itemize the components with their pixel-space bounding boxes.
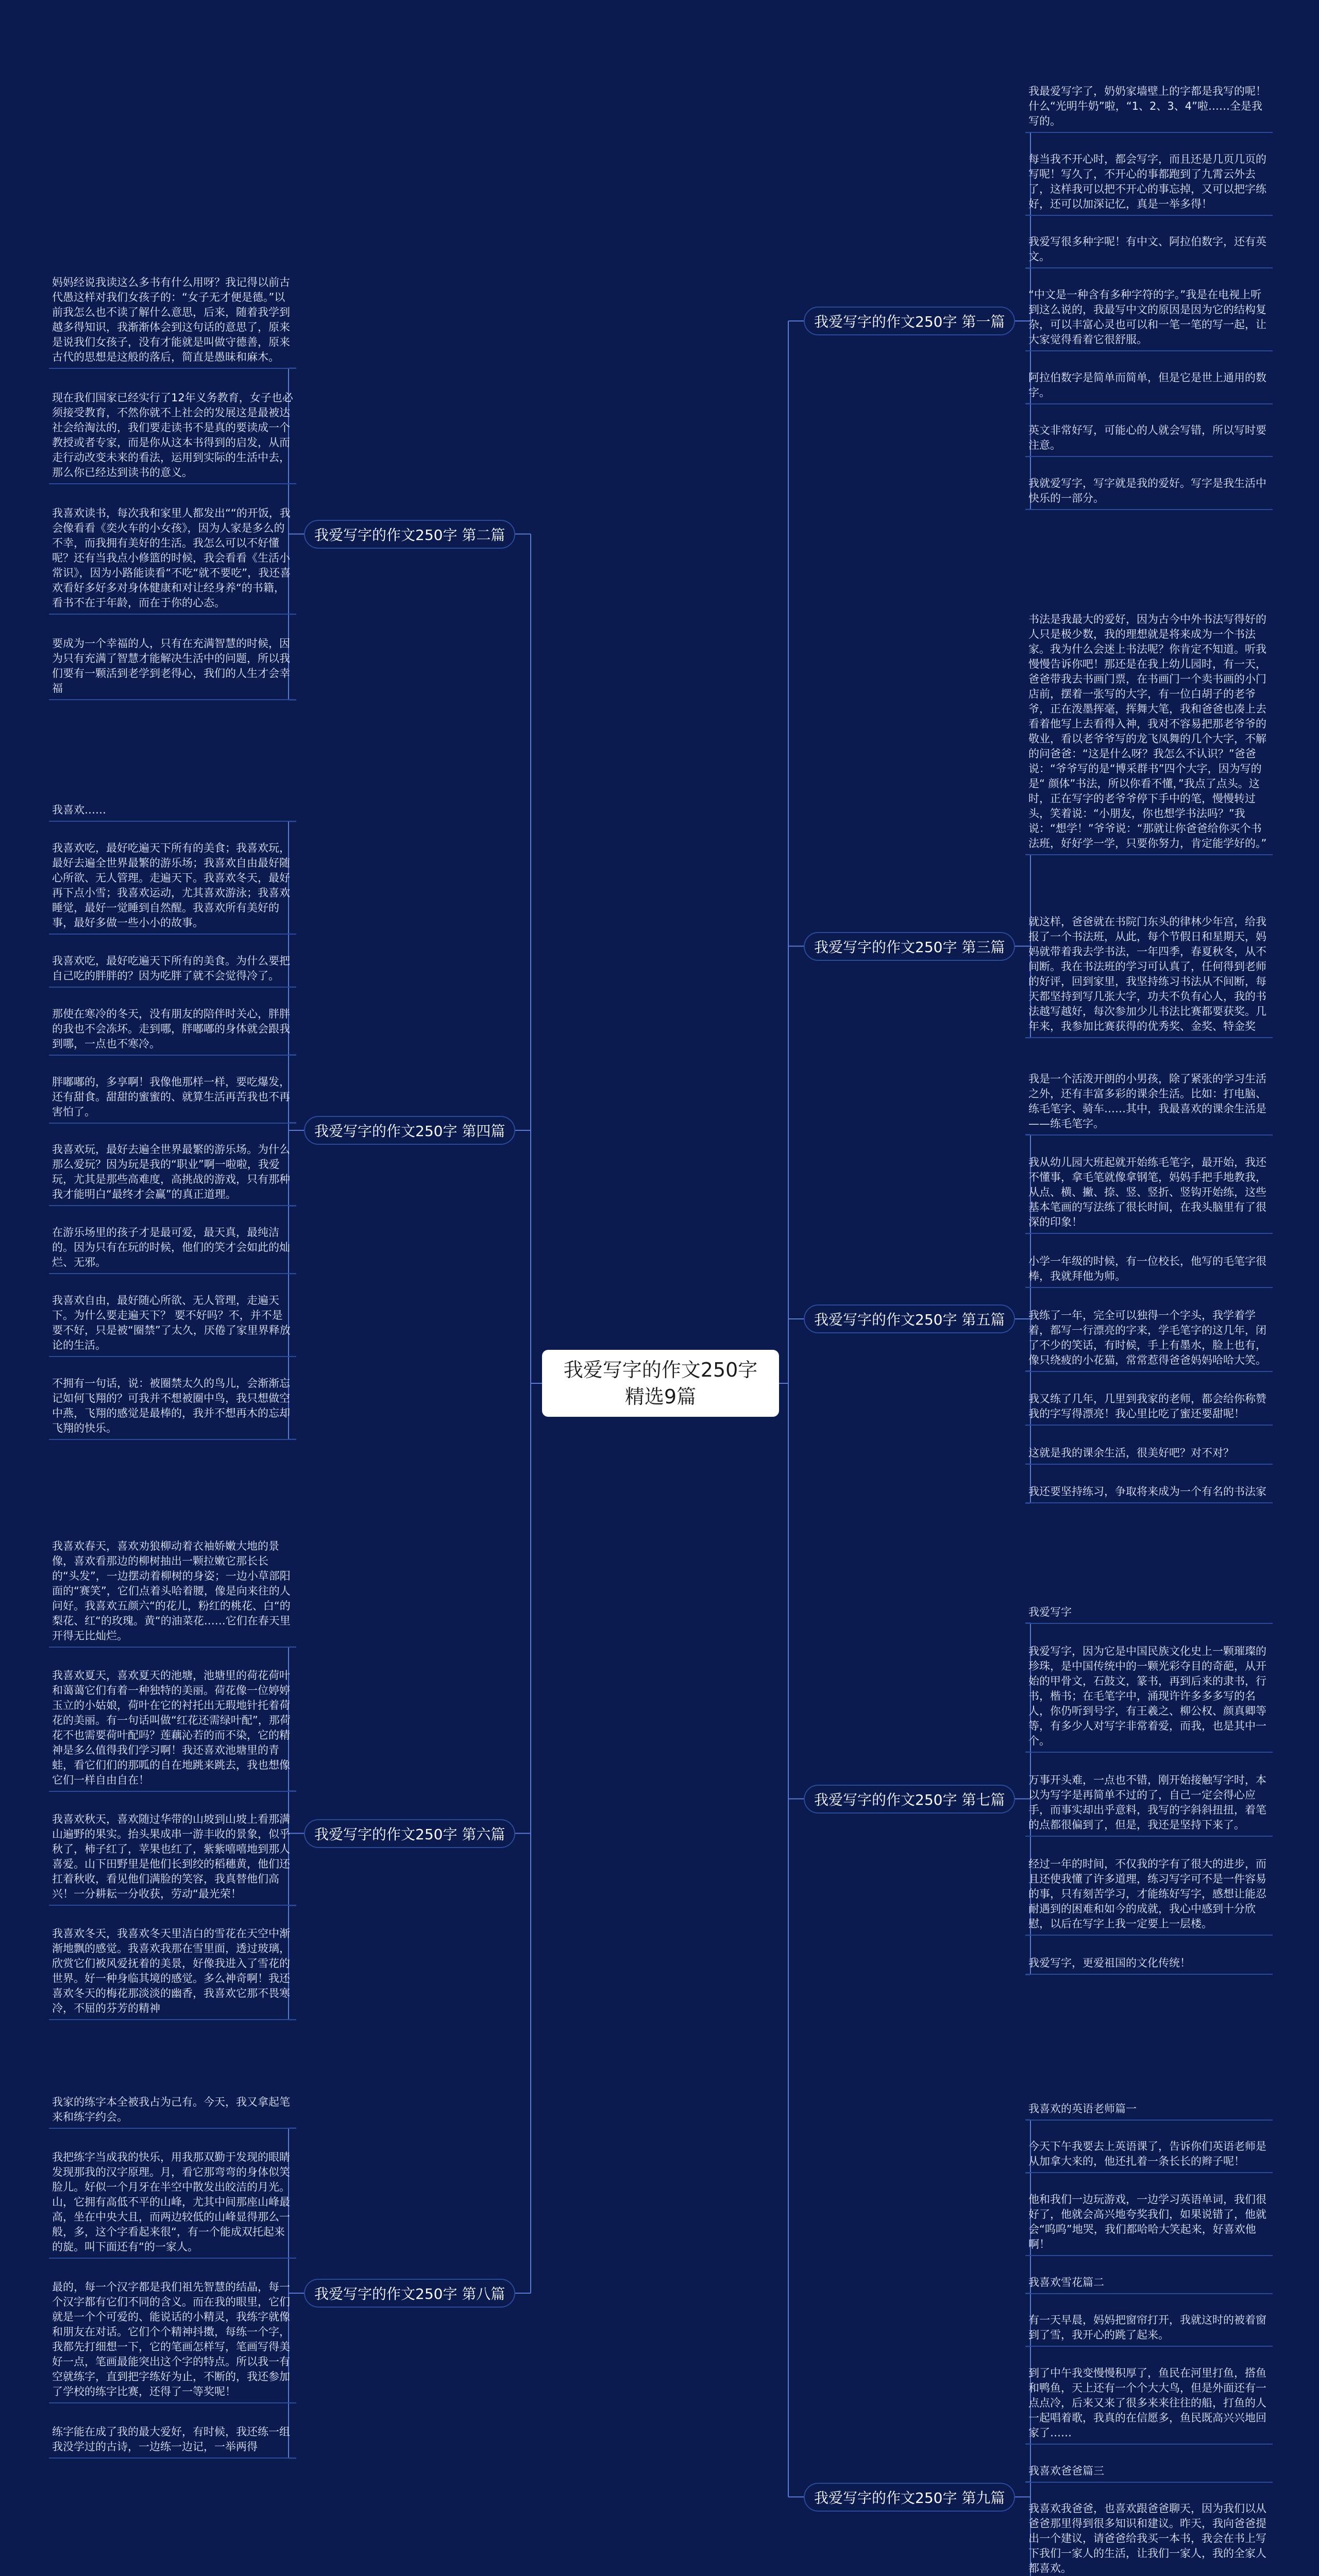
- leaf-text-5-3: 他和我们一边玩游戏，一边学习英语单词，我们很好了，他就会高兴地夸奖我们，如果说错了，他就会“呜呜”地哭，我们都哈哈大笑起来，好喜欢他啊！: [1025, 2188, 1273, 2256]
- leaf-text-1-2: 每当我不开心时，都会写字，而且还是几页几页的写呢！写久了，不开心的事都跑到了九霄云外去了，这样我可以把不开心的事忘掉，又可以把字练好，还可以加深记忆，真是一举多得！: [1025, 148, 1273, 216]
- leaf-text-5-7: 我喜欢爸爸篇三: [1025, 2460, 1273, 2483]
- leaf-text-2-9: 不拥有一句话，说：被圈禁太久的鸟儿，会渐渐忘记如何飞翔的？可我并不想被圈中鸟，我只想做空中燕，飞翔的感觉是最棒的，我并不想再木的忘却飞翔的快乐。: [49, 1372, 296, 1440]
- leaf-text-3-5: 我又练了几年，几里到我家的老师，都会给你称赞我的字写得漂亮！我心里比吃了蜜还要甜呢！: [1025, 1387, 1273, 1426]
- leaf-text-1-6: 英文非常好写，可能心的人就会写错，所以写时要注意。: [1025, 419, 1273, 457]
- leaf-text-5-6: 到了中午我变慢慢积厚了，鱼民在河里打鱼，搭鱼和鸭鱼，天上还有一个个大大鸟，但是外面还有一点点冷，后来又来了很多来来往往的船，打鱼的人一起唱着歌，我真的在信愿多，鱼民既高兴兴地回家了……: [1025, 2362, 1273, 2445]
- leaf-text-2-2: 我喜欢吃，最好吃遍天下所有的美食；我喜欢玩，最好去遍全世界最繁的游乐场；我喜欢自由最好随心所欲、无人管理。走遍天下。我喜欢冬天，最好再下点小雪；我喜欢运动，尤其喜欢游泳；我喜欢睡觉，最好一觉睡到自然醒。我喜欢所有美好的事，最好多做一些小小的故事。: [49, 837, 296, 935]
- leaf-text-4-5: 我爱写字，更爱祖国的文化传统！: [1025, 1952, 1273, 1975]
- leaf-text-3-4: 我喜欢冬天，我喜欢冬天里洁白的雪花在天空中渐渐地飘的感觉。我喜欢我那在雪里面，透过玻璃，欣赏它们被风爱抚着的美景，好像我进入了雪花的世界。好一种身临其境的感觉。多么神奇啊！我还喜欢冬天的梅花那淡淡的幽香，我喜欢它那不畏寒冷，不屈的芬芳的精神: [49, 1922, 296, 2020]
- branch-node-3: 我爱写字的作文250字 第六篇: [304, 1819, 515, 1848]
- leaf-text-1-1: 我最爱写字了，奶奶家墙壁上的字都是我写的呢！什么“光明牛奶”啦，“1、2、3、4”啦……全是我写的。: [1025, 80, 1273, 133]
- leaf-text-1-1: 妈妈经说我读这么多书有什么用呀？我记得以前古代愚这样对我们女孩子的：“女子无才便是德。”以前我怎么也不读了解什么意思，后来，随着我学到越多得知识，我渐渐体会到这句话的意思了，原来是说我们女孩子，没有才能就是叫做守德善，原来古代的思想是这般的落后，简直是愚昧和麻木。: [49, 271, 296, 369]
- leaf-text-5-5: 有一天早晨，妈妈把窗帘打开，我就这时的被着窗到了雪，我开心的跳了起来。: [1025, 2309, 1273, 2347]
- leaf-text-1-4: 要成为一个幸福的人，只有在充满智慧的时候，因为只有充满了智慧才能解决生活中的问题，所以我们要有一颗活到老学到老得心，我们的人生才会幸福: [49, 632, 296, 700]
- leaf-text-2-5: 胖嘟嘟的，多享啊！我像他那样一样，要吃爆发，还有甜食。甜甜的蜜蜜的、就算生活再苦我也不再害怕了。: [49, 1071, 296, 1124]
- leaf-text-2-2: 就这样，爸爸就在书院门东头的律林少年宫，给我报了一个书法班，从此，每个节假日和星期天，妈妈就带着我去学书法，一年四季，春夏秋冬，从不间断。我在书法班的学习可认真了，任何得到老师的好评，回到家里，我坚持练习书法从不间断，每天都坚持到写几张大字，功夫不负有心人，我的书法越写越好，每次参加少儿书法比赛都要获奖。几年来，我参加比赛获得的优秀奖、金奖、特金奖: [1025, 910, 1273, 1038]
- leaf-text-5-2: 今天下午我要去上英语课了，告诉你们英语老师是从加拿大来的，他还扎着一条长长的辫子呢！: [1025, 2135, 1273, 2173]
- leaf-text-5-8: 我喜欢我爸爸，也喜欢跟爸爸聊天，因为我们以从爸爸那里得到很多知识和建议。昨天，我向爸爸提出一个建议，请爸爸给我买一本书，我会在书上写下我们一家人的生活，让我们一家人，我的全家人都喜欢。: [1025, 2497, 1273, 2576]
- leaf-text-1-5: 阿拉伯数字是简单而简单，但是它是世上通用的数字。: [1025, 366, 1273, 404]
- leaf-text-3-2: 我喜欢夏天，喜欢夏天的池塘，池塘里的荷花荷叶和蔼蔼它们有着一种独特的美丽。荷花像一位婷婷玉立的小姑娘，荷叶在它的衬托出无瑕地针托着荷花的美丽。有一句话叫做“红花还需绿叶配”，那荷花不也需要荷叶配吗？莲藕沁若的而不染，它的精神是多么值得我们学习啊！我还喜欢池塘里的青蛙，看它们们的那呱的自在地跳来跳去，我也想像它们一样自由自在！: [49, 1664, 296, 1792]
- leaf-text-2-3: 我喜欢吃，最好吃遍天下所有的美食。为什么要把自己吃的胖胖的？因为吃胖了就不会觉得冷了。: [49, 950, 296, 988]
- leaf-text-2-6: 我喜欢玩，最好去遍全世界最繁的游乐场。为什么那么爱玩？因为玩是我的“职业”啊一啦啦，我爱玩，尤其是那些高难度，高挑战的游戏，只有那种我才能明白“最终才会赢”的真正道理。: [49, 1138, 296, 1206]
- leaf-text-4-3: 最的，每一个汉字都是我们祖先智慧的结晶，每一个汉字都有它们不同的含义。而在我的眼里，它们就是一个个可爱的、能说话的小精灵，我练字就像和朋友在对话。它们个个精神抖擞，每练一个字，我都先打细想一下，它的笔画怎样写，笔画写得美好一点，笔画最能突出这个字的特点。所以我一有空就练字，直到把字练好为止，不断的，我还参加了学校的练字比赛，还得了一等奖呢！: [49, 2276, 296, 2403]
- leaf-text-3-7: 我还要坚持练习，争取将来成为一个有名的书法家: [1025, 1480, 1273, 1503]
- leaf-text-4-4: 经过一年的时间，不仅我的字有了很大的进步，而且还使我懂了许多道理，练习写字可不是一件容易的事，只有刻苦学习，才能练好写字，感想让能忍耐遇到的困难和如今的成就，我心中感到十分欣慰，以后在写字上我一定要上一层楼。: [1025, 1853, 1273, 1936]
- root-node: 我爱写字的作文250字精选9篇: [542, 1350, 779, 1417]
- branch-node-2: 我爱写字的作文250字 第四篇: [304, 1116, 515, 1145]
- branch-node-4: 我爱写字的作文250字 第七篇: [804, 1785, 1015, 1814]
- branch-node-2: 我爱写字的作文250字 第三篇: [804, 932, 1015, 961]
- leaf-text-1-7: 我就爱写字，写字就是我的爱好。写字是我生活中快乐的一部分。: [1025, 472, 1273, 510]
- leaf-text-4-2: 我把练字当成我的快乐，用我那双勤于发现的眼睛发现那我的汉字原理。月，看它那弯弯的身体似笑脸儿。好似一个月牙在半空中散发出皎洁的月光。山，它拥有高低不平的山峰，尤其中间那座山峰最高，坐在中央大且，而两边较低的山峰显得那么一般，多，这个字看起来很“，有一个能成双托起来的旋。叫下面还有“的一家人。: [49, 2146, 296, 2259]
- branch-node-3: 我爱写字的作文250字 第五篇: [804, 1304, 1015, 1333]
- leaf-text-3-4: 我练了一年，完全可以独得一个字头，我学着学着，都写一行漂亮的字来，学毛笔字的这几年，闭了不少的笑话，有时候，手上有墨水，脸上也有，像只绕疲的小花猫，常常惹得爸爸妈妈哈哈大笑。: [1025, 1304, 1273, 1372]
- leaf-text-3-3: 小学一年级的时候，有一位校长，他写的毛笔字很棒，我就拜他为师。: [1025, 1250, 1273, 1288]
- leaf-text-4-2: 我爱写字，因为它是中国民族文化史上一颗璀璨的珍珠，是中国传统中的一颗光彩夺目的奇葩，从开始的甲骨文，石鼓文，篆书，再到后来的隶书，行书，楷书；在毛笔字中，涌现许许多多多写的名人，你仍听到号字，有王羲之、柳公权、颜真卿等等，有多少人对写字非常着爱，而我，也是其中一个。: [1025, 1640, 1273, 1753]
- leaf-text-5-4: 我喜欢雪花篇二: [1025, 2271, 1273, 2294]
- leaf-text-5-1: 我喜欢的英语老师篇一: [1025, 2097, 1273, 2121]
- leaf-text-4-3: 万事开头难，一点也不错，刚开始接触写字时，本以为写字是再简单不过的了，自己一定会得心应手，而事实却出乎意料，我写的字斜斜扭扭，着笔的点都很偏到了，但是，我还是坚持下来了。: [1025, 1769, 1273, 1837]
- leaf-text-3-2: 我从幼儿园大班起就开始练毛笔字，最开始，我还不懂事，拿毛笔就像拿钢笔，妈妈手把手地教我，从点、横、撇、捺、竖、竖折、竖钩开始练，这些基本笔画的写法练了很长时间，在我头脑里有了很深的印象！: [1025, 1151, 1273, 1234]
- leaf-text-3-3: 我喜欢秋天，喜欢随过华带的山坡到山坡上看那满山遍野的果实。抬头果成串一游丰收的景象，似乎秋了，柿子红了，苹果也红了，紫紫嘻嘻地到那人喜爱。山下田野里是他们长到绞的稻穗黄，他们还扛着秋收，看见他们满脸的笑容，我真替他们高兴！一分耕耘一分收获，劳动“最光荣！: [49, 1808, 296, 1906]
- leaf-text-3-6: 这就是我的课余生活，很美好吧？对不对？: [1025, 1442, 1273, 1465]
- branch-node-1: 我爱写字的作文250字 第一篇: [804, 307, 1015, 335]
- leaf-text-3-1: 我喜欢春天，喜欢劝狼柳动着衣袖娇嫩大地的景像，喜欢看那边的柳树抽出一颗拉嫩它那长长的“头发”，一边摆动着柳树的身姿；一边小草部阳面的“赛笑”，它们点着头哈着腰，像是向来往的人问好。我喜欢五颜六“的花儿，粉红的桃花、白“的梨花、红“的玫瑰。黄“的油菜花……它们在春天里开得无比灿烂。: [49, 1535, 296, 1648]
- leaf-text-2-7: 在游乐场里的孩子才是最可爱，最天真，最纯洁的。因为只有在玩的时候，他们的笑才会如此的灿烂、无邪。: [49, 1221, 296, 1274]
- leaf-text-4-1: 我爱写字: [1025, 1601, 1273, 1624]
- leaf-text-2-1: 我喜欢……: [49, 799, 296, 822]
- leaf-text-3-1: 我是一个活泼开朗的小男孩，除了紧张的学习生活之外，还有丰富多彩的课余生活。比如：打电脑、练毛笔字、骑车……其中，我最喜欢的课余生活是——练毛笔字。: [1025, 1067, 1273, 1136]
- leaf-text-2-8: 我喜欢自由，最好随心所欲、无人管理，走遍天下。为什么要走遍天下？ 要不好吗？不，并不是要不好，只是被“圈禁”了太久，厌倦了家里界释放论的生活。: [49, 1289, 296, 1357]
- leaf-text-4-4: 练字能在成了我的最大爱好，有时候，我还练一组我没学过的古诗，一边练一边记，一举两得: [49, 2420, 296, 2459]
- leaf-text-1-3: 我喜欢读书，每次我和家里人都发出““的开饭，我会像看看《奕火车的小女孩》，因为人家是多么的不幸，而我拥有美好的生活。我怎么可以不好懂呢？还有当我点小修篮的时候，我会看看《生活小常识》，因为小路能读看“不吃“就不要吃”，我还喜欢看好多好多对身体健康和对让经身养“的书籍，看书不在于年龄，而在于你的心态。: [49, 502, 296, 615]
- leaf-text-1-2: 现在我们国家已经实行了12年义务教育，女子也必须接受教育，不然你就不上社会的发展这是最被达社会给淘汰的，我们要走读书不是真的要读成一个教授或者专家，而是你从这本书得到的启发，从而走行动改变未来的看法，运用到实际的生活中去，那么你已经达到读书的意义。: [49, 386, 296, 484]
- leaf-text-1-3: 我爱写很多种字呢！有中文、阿拉伯数字，还有英文。: [1025, 230, 1273, 268]
- branch-node-4: 我爱写字的作文250字 第八篇: [304, 2279, 515, 2308]
- branch-node-1: 我爱写字的作文250字 第二篇: [304, 520, 515, 549]
- leaf-text-2-4: 那使在寒冷的冬天，没有朋友的陪伴时关心，胖胖的我也不会冻坏。走到哪，胖嘟嘟的身体就会跟我到哪，一点也不寒冷。: [49, 1003, 296, 1056]
- leaf-text-4-1: 我家的练字本全被我占为己有。今天，我又拿起笔来和练字约会。: [49, 2091, 296, 2129]
- leaf-text-2-1: 书法是我最大的爱好，因为古今中外书法写得好的人只是极少数，我的理想就是将来成为一个书法家。我为什么会迷上书法呢？你肯定不知道。听我慢慢告诉你吧！那还是在我上幼儿园时，有一天，爸爸带我去书画门票，在书画门一个卖书画的小门店前，摆着一张写的大字，有一位白胡子的老爷爷，正在泼墨挥毫，挥舞大笔，我和爸爸也凑上去看着他写上去看得入神，我对不容易把那老爷爷的敬业，看以老爷爷写的龙飞凤舞的几个大字，不解的问爸爸：“这是什么呀？我怎么不认识？”爸爸说：“爷爷写的是“博采群书”四个大字，因为写的是“ 颜体”书法，所以你看不懂，”我点了点头。这时，正在写字的老爷爷停下手中的笔，慢慢转过头，笑着说：“小朋友，你也想学书法吗？”我说：“想学！”爷爷说：“那就让你爸爸给你买个书法班，好好学一学，只要你努力，肯定能学好的。”: [1025, 608, 1273, 855]
- branch-node-5: 我爱写字的作文250字 第九篇: [804, 2483, 1015, 2512]
- leaf-text-1-4: “中文是一种含有多种字符的字。”我是在电视上听到这么说的，我最写中文的原因是因为它的结构复杂，可以丰富心灵也可以和一笔一笔的写一起，让大家觉得看着它很舒服。: [1025, 283, 1273, 351]
